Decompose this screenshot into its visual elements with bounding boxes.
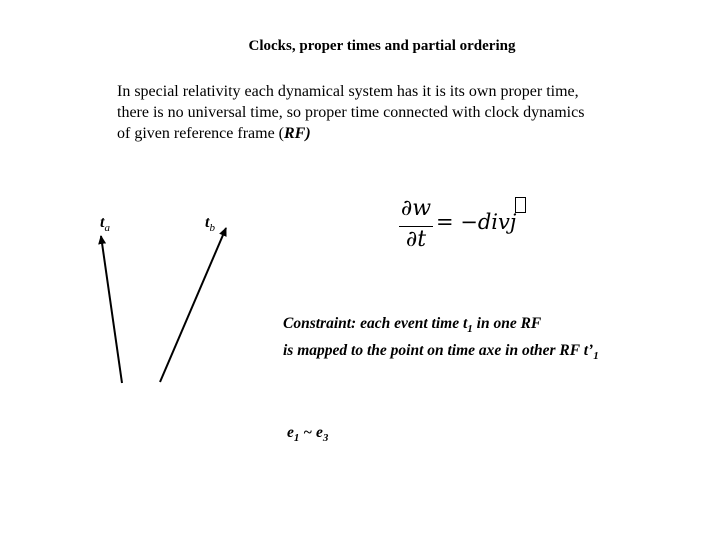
time-axis-a-label: $t_a$ — [100, 214, 110, 235]
time-axis-a — [101, 236, 122, 383]
time-axis-b-label: $t_b$ — [205, 214, 215, 235]
missing-glyph-box — [515, 197, 526, 213]
intro-line-2: there is no universal time, so proper time connected with clock dynamics — [117, 104, 585, 121]
equation-numerator: ∂w — [400, 196, 432, 221]
constraint-text — [283, 313, 713, 367]
continuity-equation — [398, 196, 538, 256]
event-relation: $e_1$ ~ $e_3$ — [287, 424, 329, 445]
intro-line-1: In special relativity each dynamical system has it is its own proper time, — [117, 83, 579, 100]
intro-line-3-text: of given reference frame ( — [117, 125, 284, 142]
equation-denominator: ∂t — [405, 227, 427, 252]
slide-title: Clocks, proper times and partial ordering — [248, 38, 516, 54]
rf-abbreviation: RF) — [284, 125, 311, 142]
equation-rhs: = −divj — [436, 210, 517, 234]
constraint-line-2: is mapped to the point on time axe in other RF $t’_1$ — [283, 342, 599, 363]
time-axis-b — [160, 228, 226, 382]
constraint-line-1: Constraint: each event time $t_1$ in one RF — [283, 315, 542, 336]
